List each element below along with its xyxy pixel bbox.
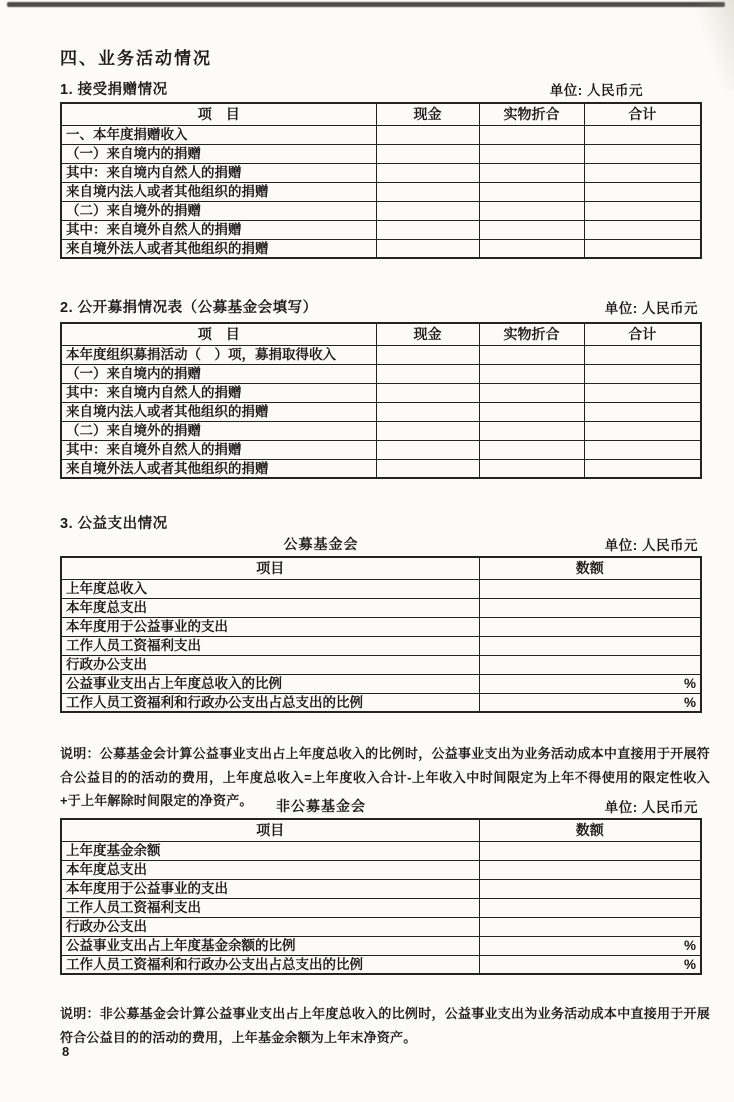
table-row	[61, 674, 701, 693]
cash-cell	[376, 182, 479, 201]
row-label: 本年度用于公益事业的支出	[61, 617, 479, 636]
unit-label: 单位: 人民币元	[604, 301, 698, 316]
cash-cell	[376, 144, 479, 163]
table-row	[61, 617, 701, 636]
note-nonpublic-foundation: 说明：非公募基金会计算公益事业支出占上年度总收入的比例时，公益事业支出为业务活动成本中直接用于开展符合公益目的的活动的费用，上年基金余额为上年末净资产。	[60, 1006, 710, 1045]
col-header-amount: 数额	[479, 557, 701, 579]
table-row	[61, 579, 701, 598]
amount-cell	[479, 955, 701, 974]
nonpublic-foundation-expense-table	[60, 818, 702, 975]
table-header-row	[61, 819, 701, 841]
table-caption-public	[60, 536, 700, 554]
cash-cell	[376, 459, 479, 478]
total-cell	[584, 383, 701, 402]
table-row	[61, 440, 701, 459]
row-label: 工作人员工资福利支出	[61, 898, 479, 917]
table-row	[61, 220, 701, 239]
percent-sign: %	[683, 956, 696, 972]
amount-cell	[479, 636, 701, 655]
subsection-2-header	[60, 297, 700, 317]
inkind-cell	[479, 440, 584, 459]
note-public-foundation: 说明：公募基金会计算公益事业支出占上年度总收入的比例时，公益事业支出为业务活动成本中直接用于开展符合公益目的的活动的费用，上年度总收入=上年度收入合计-上年收入中时间限定为上年不得使用的限定性收入+于上年解除时间限定的净资产。	[60, 746, 710, 808]
inkind-cell	[479, 239, 584, 258]
subsection-3-label: 3. 公益支出情况	[60, 516, 168, 532]
page-number: 8	[62, 1044, 70, 1059]
donation-table	[60, 102, 702, 259]
inkind-cell	[479, 182, 584, 201]
nonpublic-foundation-title: 非公募基金会	[276, 798, 366, 814]
table-row	[61, 421, 701, 440]
col-header-cash: 现金	[376, 103, 479, 125]
row-label: 本年度组织募捐活动（ ）项，募捐取得收入	[61, 345, 376, 364]
row-label: （一）来自境内的捐赠	[61, 364, 376, 383]
unit-label: 单位: 人民币元	[604, 538, 698, 553]
row-label: 公益事业支出占上年度基金余额的比例	[61, 936, 479, 955]
total-cell	[584, 421, 701, 440]
amount-cell	[479, 936, 701, 955]
inkind-cell	[479, 125, 584, 144]
table-row	[61, 917, 701, 936]
col-header-total: 合计	[584, 103, 701, 125]
amount-cell	[479, 841, 701, 860]
unit-label: 单位: 人民币元	[604, 800, 698, 815]
table-header-row	[61, 103, 701, 125]
subsection-1-header	[60, 79, 700, 99]
scan-edge-artifact	[7, 2, 725, 7]
amount-cell	[479, 579, 701, 598]
col-header-inkind: 实物折合	[479, 323, 584, 345]
inkind-cell	[479, 144, 584, 163]
col-header-inkind: 实物折合	[479, 103, 584, 125]
amount-cell	[479, 879, 701, 898]
row-label: 本年度总支出	[61, 598, 479, 617]
row-label: 来自境内法人或者其他组织的捐赠	[61, 182, 376, 201]
row-label: 行政办公支出	[61, 655, 479, 674]
inkind-cell	[479, 345, 584, 364]
cash-cell	[376, 220, 479, 239]
cash-cell	[376, 125, 479, 144]
amount-cell	[479, 655, 701, 674]
amount-cell	[479, 693, 701, 712]
percent-sign: %	[683, 937, 696, 953]
table-header-row	[61, 557, 701, 579]
cash-cell	[376, 239, 479, 258]
scan-corner-shadow	[694, 0, 734, 90]
amount-cell	[479, 674, 701, 693]
table-row	[61, 879, 701, 898]
table-row	[61, 364, 701, 383]
total-cell	[584, 163, 701, 182]
inkind-cell	[479, 201, 584, 220]
table-row	[61, 841, 701, 860]
row-label: 公益事业支出占上年度总收入的比例	[61, 674, 479, 693]
col-header-amount: 数额	[479, 819, 701, 841]
col-header-item: 项目	[61, 557, 479, 579]
row-label: 其中：来自境内自然人的捐赠	[61, 163, 376, 182]
table-row	[61, 201, 701, 220]
row-label: 其中：来自境外自然人的捐赠	[61, 220, 376, 239]
row-label: 上年度基金余额	[61, 841, 479, 860]
row-label: （二）来自境外的捐赠	[61, 421, 376, 440]
table-caption-nonpublic	[60, 798, 700, 816]
inkind-cell	[479, 163, 584, 182]
row-label: 工作人员工资福利和行政办公支出占总支出的比例	[61, 693, 479, 712]
total-cell	[584, 345, 701, 364]
row-label: 一、本年度捐赠收入	[61, 125, 376, 144]
unit-label: 单位: 人民币元	[549, 83, 643, 98]
inkind-cell	[479, 220, 584, 239]
subsection-1-label: 1. 接受捐赠情况	[60, 82, 168, 98]
total-cell	[584, 239, 701, 258]
total-cell	[584, 125, 701, 144]
table-row	[61, 125, 701, 144]
cash-cell	[376, 421, 479, 440]
table-row	[61, 955, 701, 974]
table-row	[61, 860, 701, 879]
inkind-cell	[479, 383, 584, 402]
inkind-cell	[479, 421, 584, 440]
cash-cell	[376, 345, 479, 364]
cash-cell	[376, 201, 479, 220]
subsection-2-label: 2. 公开募捐情况表（公募基金会填写）	[60, 300, 318, 316]
table-row	[61, 163, 701, 182]
row-label: 本年度总支出	[61, 860, 479, 879]
total-cell	[584, 440, 701, 459]
table-row	[61, 598, 701, 617]
amount-cell	[479, 860, 701, 879]
total-cell	[584, 364, 701, 383]
row-label: 工作人员工资福利支出	[61, 636, 479, 655]
row-label: 来自境外法人或者其他组织的捐赠	[61, 239, 376, 258]
total-cell	[584, 402, 701, 421]
table-row	[61, 402, 701, 421]
row-label: （一）来自境内的捐赠	[61, 144, 376, 163]
row-label: 工作人员工资福利和行政办公支出占总支出的比例	[61, 955, 479, 974]
table-header-row	[61, 323, 701, 345]
total-cell	[584, 459, 701, 478]
row-label: 其中：来自境外自然人的捐赠	[61, 440, 376, 459]
row-label: 本年度用于公益事业的支出	[61, 879, 479, 898]
cash-cell	[376, 364, 479, 383]
table-row	[61, 239, 701, 258]
table-row	[61, 655, 701, 674]
col-header-item: 项 目	[61, 323, 376, 345]
col-header-total: 合计	[584, 323, 701, 345]
col-header-cash: 现金	[376, 323, 479, 345]
table-row	[61, 383, 701, 402]
public-foundation-expense-table	[60, 556, 702, 713]
inkind-cell	[479, 364, 584, 383]
section-title: 四、业务活动情况	[60, 49, 212, 68]
table-row	[61, 693, 701, 712]
amount-cell	[479, 617, 701, 636]
amount-cell	[479, 598, 701, 617]
table-row	[61, 636, 701, 655]
total-cell	[584, 201, 701, 220]
cash-cell	[376, 440, 479, 459]
table-row	[61, 144, 701, 163]
amount-cell	[479, 898, 701, 917]
table-row	[61, 936, 701, 955]
row-label: 来自境外法人或者其他组织的捐赠	[61, 459, 376, 478]
total-cell	[584, 220, 701, 239]
col-header-item: 项目	[61, 819, 479, 841]
fundraising-table	[60, 322, 702, 479]
cash-cell	[376, 402, 479, 421]
col-header-item: 项 目	[61, 103, 376, 125]
table-row	[61, 898, 701, 917]
row-label: 其中：来自境内自然人的捐赠	[61, 383, 376, 402]
table-row	[61, 345, 701, 364]
percent-sign: %	[683, 675, 696, 691]
public-foundation-title: 公募基金会	[283, 536, 359, 552]
table-row	[61, 459, 701, 478]
row-label: （二）来自境外的捐赠	[61, 201, 376, 220]
row-label: 行政办公支出	[61, 917, 479, 936]
inkind-cell	[479, 459, 584, 478]
total-cell	[584, 182, 701, 201]
amount-cell	[479, 917, 701, 936]
inkind-cell	[479, 402, 584, 421]
row-label: 上年度总收入	[61, 579, 479, 598]
row-label: 来自境内法人或者其他组织的捐赠	[61, 402, 376, 421]
total-cell	[584, 144, 701, 163]
percent-sign: %	[683, 694, 696, 710]
cash-cell	[376, 163, 479, 182]
cash-cell	[376, 383, 479, 402]
table-row	[61, 182, 701, 201]
